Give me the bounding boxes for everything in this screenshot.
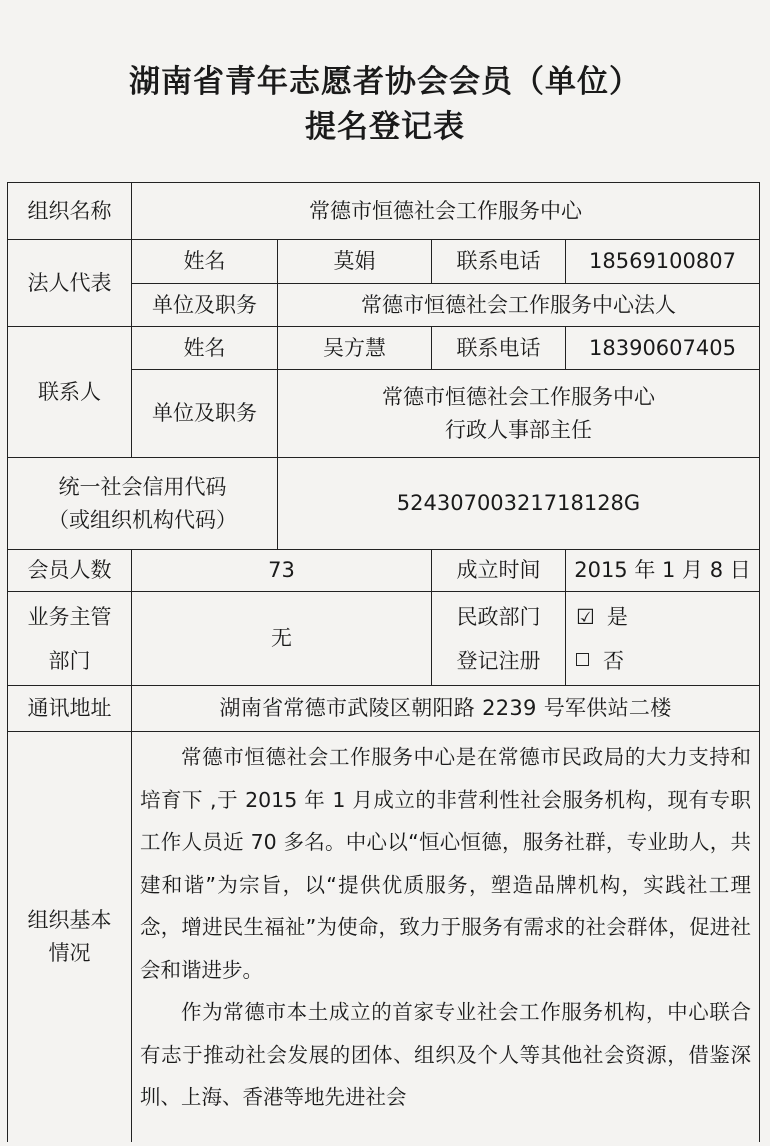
value-members: 73 [132,550,432,592]
label-basic-info [8,732,132,1143]
value-legal-phone: 18569100807 [566,240,760,284]
label-supervisor [8,592,132,686]
basic-label-line2: 情况 [48,941,91,965]
unchecked-box-icon[interactable] [576,653,589,666]
civil-label-line1: 民政部门 [456,604,541,629]
row-credit-code [8,458,760,550]
label-credit-code [8,458,278,550]
label-civil-registration [432,592,566,686]
value-founded: 2015 年 1 月 8 日 [566,550,760,592]
supervisor-label-line1: 业务主管 [27,604,112,629]
value-org-name: 常德市恒德社会工作服务中心 [132,183,760,240]
supervisor-label-line2: 部门 [48,648,91,673]
label-legal-name: 姓名 [132,240,278,284]
row-legal-rep-name [8,240,760,284]
contact-position-line2: 行政人事部主任 [445,417,592,442]
value-contact-name: 吴方慧 [278,327,432,370]
value-credit-code: 52430700321718128G [278,458,760,550]
row-org-name [8,183,760,240]
value-legal-name: 莫娟 [278,240,432,284]
row-basic-info [8,732,760,1143]
value-address: 湖南省常德市武陵区朝阳路 2239 号军供站二楼 [132,686,760,732]
civil-label-line2: 登记注册 [456,648,541,673]
basic-label-line1: 组织基本 [27,908,112,933]
label-founded: 成立时间 [432,550,566,592]
intro-paragraph-2: 作为常德市本土成立的首家专业社会工作服务机构，中心联合有志于推动社会发展的团体、组织及个人等其他社会资源，借鉴深圳、上海、香港等地先进社会 [140,1000,751,1109]
registration-form-table [7,182,760,1142]
value-legal-position: 常德市恒德社会工作服务中心法人 [278,284,760,327]
label-contact-name: 姓名 [132,327,278,370]
label-legal-rep: 法人代表 [8,240,132,327]
label-legal-phone: 联系电话 [432,240,566,284]
row-contact-name [8,327,760,370]
value-contact-phone: 18390607405 [566,327,760,370]
value-civil-registration [566,592,760,686]
form-title: 湖南省青年志愿者协会会员（单位） [129,64,641,100]
label-members: 会员人数 [8,550,132,592]
intro-paragraph-1: 常德市恒德社会工作服务中心是在常德市民政局的大力支持和培育下 ,于 2015 年 1 月成立的非营利性社会服务机构，现有专职工作人员近 70 多名。中心以“恒心恒德，服务社群，专业助人，共建和谐”为宗旨，以“提供优质服务，塑造品牌机构，实践社工理念，增进民生福祉”为使命，致力于服务有需求的社会群体，促进社会和谐进步。 [140,745,751,982]
row-members [8,550,760,592]
value-basic-info [132,732,760,1143]
label-contact-position: 单位及职务 [132,370,278,458]
row-address [8,686,760,732]
label-address: 通讯地址 [8,686,132,732]
option-yes-label: 是 [606,604,628,629]
checked-box-icon[interactable]: ☑ [576,604,595,629]
value-supervisor: 无 [132,592,432,686]
credit-code-label-line2: （或组织机构代码） [48,507,237,532]
form-subtitle: 提名登记表 [305,109,465,145]
contact-position-line1: 常德市恒德社会工作服务中心 [382,384,655,409]
option-yes[interactable] [576,595,759,639]
row-supervisor [8,592,760,686]
label-contact: 联系人 [8,327,132,458]
option-no-label: 否 [603,648,624,673]
credit-code-label-line1: 统一社会信用代码 [58,474,227,499]
label-org-name: 组织名称 [8,183,132,240]
value-contact-position [278,370,760,458]
option-no[interactable] [576,639,759,683]
label-legal-position: 单位及职务 [132,284,278,327]
label-contact-phone: 联系电话 [432,327,566,370]
